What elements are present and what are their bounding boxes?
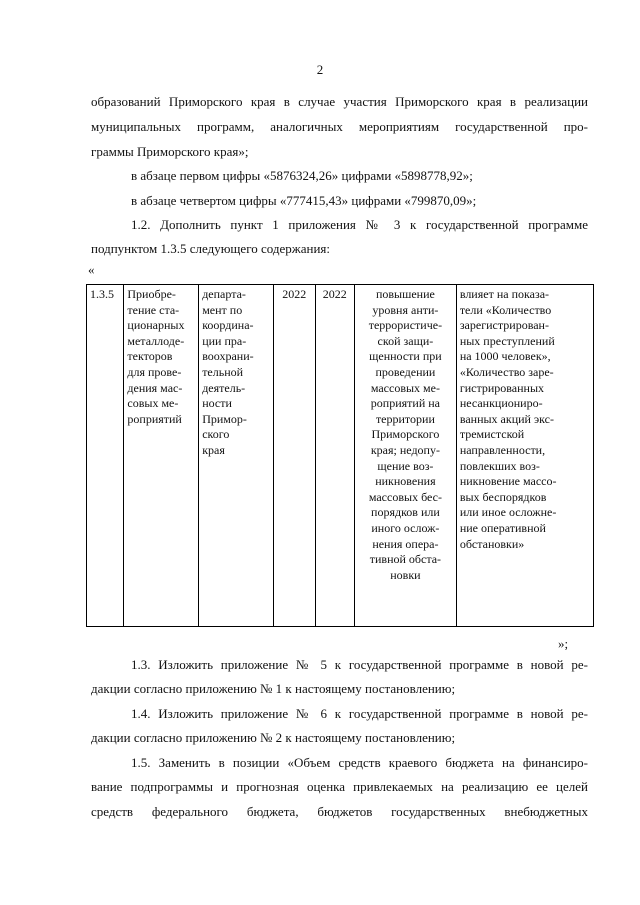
result-line: щенности при (369, 349, 442, 364)
paragraph-1-line-3: граммы Приморского края»; (91, 144, 249, 159)
result-line: уровня анти- (372, 302, 439, 317)
item-name-line: текторов (127, 349, 173, 364)
impact-line: несанкциониро- (459, 396, 543, 411)
executor-line: ности (202, 396, 232, 411)
impact-line: направленности, (459, 442, 546, 457)
impact-line: «Количество заре- (459, 364, 554, 379)
item-name-line: для прове- (127, 364, 182, 379)
impact-line: ванных акций экс- (459, 411, 554, 426)
result-line: территории (375, 411, 435, 426)
paragraph-1-2-line-2: подпунктом 1.3.5 следующего содержания: (91, 241, 331, 256)
impact-line: никновение массо- (459, 474, 557, 489)
paragraph-1-4-line-1: 1.4. Изложить приложение № 6 к государственной программе в новой ре- (131, 706, 588, 721)
result-line: нения опера- (372, 536, 439, 551)
item-number: 1.3.5 (90, 287, 114, 301)
impact-line: зарегистрирован- (459, 318, 549, 333)
year-start: 2022 (282, 287, 307, 301)
result-line: щение воз- (377, 458, 434, 473)
impact-line: влияет на показа- (459, 287, 550, 301)
opening-quote: « (88, 262, 95, 277)
result-line: никновения (375, 474, 436, 489)
result-line: ской защи- (377, 333, 434, 348)
item-name-line: роприятий (127, 411, 182, 426)
executor-line: края (202, 442, 225, 457)
item-name-cell (124, 285, 199, 627)
result-cell (355, 285, 457, 627)
impact-line: тремистской (459, 427, 525, 442)
executor-line: деятель- (202, 380, 246, 395)
result-line: массовых бес- (368, 489, 442, 504)
impact-line: гистрированных (459, 380, 545, 395)
item-number-cell (87, 285, 124, 627)
result-line: повышение (375, 287, 435, 301)
item-name-line: металлоде- (127, 333, 185, 348)
item-a: в абзаце первом цифры «5876324,26» цифрами «5898778,92»; (131, 168, 473, 183)
impact-line: на 1000 человек», (459, 349, 551, 364)
result-line: иного ослож- (371, 520, 440, 535)
page-number: 2 (316, 62, 324, 77)
item-name-line: ционарных (127, 318, 185, 333)
executor-cell (199, 285, 274, 627)
executor-line: департа- (202, 287, 246, 301)
result-line: тивной обста- (369, 552, 442, 567)
result-line: края; недопу- (370, 442, 440, 457)
item-name-line: дения мас- (127, 380, 183, 395)
table-row (87, 285, 594, 627)
executor-line: ции пра- (202, 333, 247, 348)
executor-line: Примор- (202, 411, 247, 426)
year-end: 2022 (322, 287, 347, 301)
impact-line: или иное осложне- (459, 505, 557, 520)
paragraph-1-line-1: образований Приморского края в случае участия Приморского края в реализации (91, 94, 588, 109)
item-b: в абзаце четвертом цифры «777415,43» цифрами «799870,09»; (131, 193, 477, 208)
impact-cell (456, 285, 593, 627)
executor-line: координа- (202, 318, 254, 333)
impact-line: ние оперативной (459, 520, 546, 535)
impact-line: ных преступлений (459, 333, 555, 348)
year-end-cell (315, 285, 354, 627)
item-name-line: совых ме- (127, 396, 179, 411)
result-line: новки (390, 567, 421, 582)
executor-line: мент по (202, 302, 243, 317)
result-line: порядков или (371, 505, 440, 520)
result-line: роприятий на (370, 396, 440, 411)
paragraph-1-4-line-2: дакции согласно приложению № 2 к настоящему постановлению; (91, 730, 456, 745)
result-line: Приморского (371, 427, 440, 442)
executor-line: ского (202, 427, 230, 442)
paragraph-1-2-line-1: 1.2. Дополнить пункт 1 приложения № 3 к государственной программе (131, 217, 588, 232)
impact-line: обстановки» (459, 536, 525, 551)
measures-table (86, 284, 594, 627)
item-name-line: тение ста- (127, 302, 180, 317)
impact-line: вых беспорядков (459, 489, 547, 504)
executor-line: тельной (202, 364, 244, 379)
year-start-cell (273, 285, 315, 627)
paragraph-1-5-line-1: 1.5. Заменить в позиции «Объем средств краевого бюджета на финансиро- (131, 755, 588, 770)
closing-quote: »; (558, 636, 569, 651)
item-name-line: Приобре- (127, 287, 176, 301)
paragraph-1-line-2: муниципальных программ, аналогичных мероприятиям государственной про- (91, 119, 588, 134)
paragraph-1-5-line-3: средств федерального бюджета, бюджетов государственных внебюджетных (91, 804, 588, 819)
impact-line: повлекших воз- (459, 458, 540, 473)
paragraph-1-3-line-1: 1.3. Изложить приложение № 5 к государственной программе в новой ре- (131, 657, 588, 672)
result-line: террористиче- (368, 318, 443, 333)
paragraph-1-5-line-2: вание подпрограммы и прогнозная оценка привлекаемых на реализацию ее целей (91, 779, 588, 794)
result-line: массовых ме- (370, 380, 440, 395)
result-line: проведении (375, 364, 436, 379)
impact-line: тели «Количество (459, 302, 552, 317)
executor-line: воохрани- (202, 349, 254, 364)
paragraph-1-3-line-2: дакции согласно приложению № 1 к настоящему постановлению; (91, 681, 456, 696)
